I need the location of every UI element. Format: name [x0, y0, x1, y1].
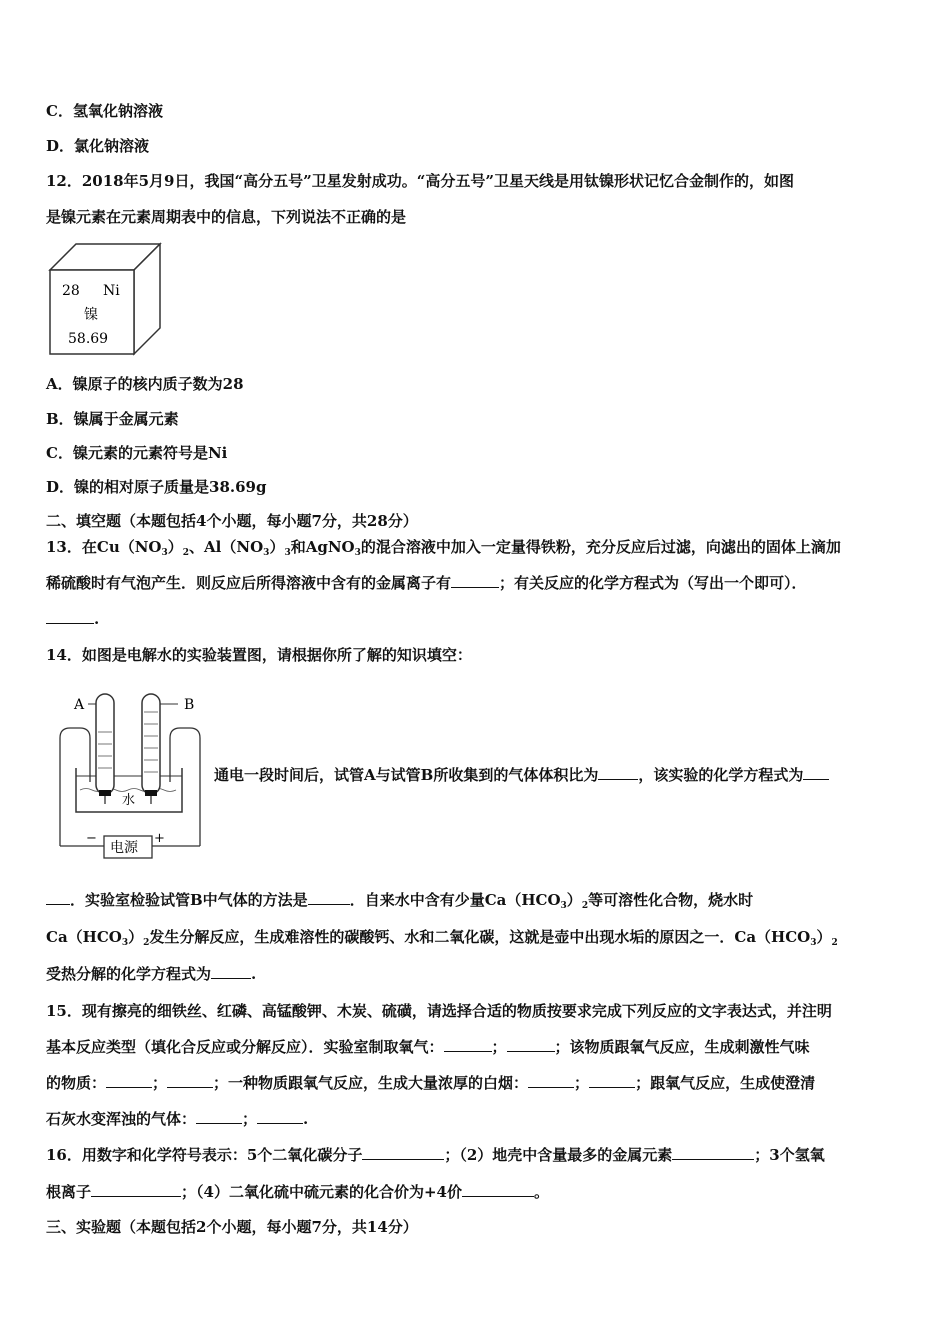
- section2-heading: 二、填空题（本题包括4个小题，每小题7分，共28分）: [46, 512, 418, 530]
- q12-stem-line1: 12．2018年5月9日，我国“高分五号”卫星发射成功。“高分五号”卫星天线是用钛镍形状记忆合金制作的，如图: [46, 172, 795, 190]
- answer-blank[interactable]: [589, 1073, 635, 1088]
- q13-line1: 13．在$Cu(NO_3)_2$、$Al(NO_3)_3$和AgNO$_3$的混合溶液中加入一定量得铁粉，充分反应后过滤，向滤出的固体上滴加: [46, 538, 841, 558]
- answer-blank[interactable]: [91, 1182, 181, 1197]
- element-mass: 58.69: [68, 331, 109, 347]
- q12-stem-line2: 是镍元素在元素周期表中的信息，下列说法不正确的是: [46, 208, 407, 226]
- answer-blank[interactable]: [308, 890, 350, 905]
- q12-option-d: D．镍的相对原子质量是38.69g: [46, 478, 267, 496]
- q14-line2: ．实验室检验试管B中气体的方法是 ．自来水中含有少量$Ca(HCO_3)_2$等可溶性化合物，烧水时: [46, 890, 753, 916]
- q12-option-c: C．镍元素的元素符号是Ni: [46, 444, 228, 462]
- answer-blank[interactable]: [46, 609, 94, 624]
- answer-blank[interactable]: [598, 765, 638, 780]
- answer-blank[interactable]: [462, 1182, 534, 1197]
- positive-terminal: +: [154, 831, 165, 846]
- electrolysis-apparatus-diagram: [52, 686, 208, 864]
- q12-option-a: A．镍原子的核内质子数为28: [46, 375, 244, 393]
- power-source-label: 电源: [110, 840, 138, 856]
- answer-blank[interactable]: [106, 1073, 152, 1088]
- answer-blank[interactable]: [672, 1145, 754, 1160]
- water-label: 水: [122, 793, 136, 808]
- tube-b-label: B: [184, 697, 195, 713]
- element-number: 28: [62, 283, 80, 299]
- q12-option-b: B．镍属于金属元素: [46, 410, 179, 428]
- answer-blank[interactable]: [211, 964, 251, 979]
- q15-line4: 石灰水变浑浊的气体： ； .: [46, 1110, 309, 1128]
- answer-blank[interactable]: [444, 1037, 492, 1052]
- q14-line3: $Ca(HCO_3)_2$发生分解反应，生成难溶性的碳酸钙、水和二氧化碳，这就是壶中出现水垢的原因之一．$Ca(HCO_3)_2$: [46, 928, 838, 948]
- q14-line4: 受热分解的化学方程式为 .: [46, 965, 257, 983]
- answer-blank[interactable]: [507, 1037, 555, 1052]
- answer-blank[interactable]: [46, 890, 70, 905]
- q13-line2: 稀硫酸时有气泡产生．则反应后所得溶液中含有的金属离子有 ；有关反应的化学方程式为（写出一个即可）．: [46, 574, 807, 592]
- answer-blank[interactable]: [803, 765, 829, 780]
- element-name: 镍: [84, 307, 98, 323]
- answer-blank[interactable]: [451, 573, 499, 588]
- q15-line2: 基本反应类型（填化合反应或分解反应）．实验室制取氧气： ； ；该物质跟氧气反应，生成刺激性气味: [46, 1038, 810, 1056]
- q15-line1: 15．现有擦亮的细铁丝、红磷、高锰酸钾、木炭、硫磺，请选择合适的物质按要求完成下列反应的文字表达式，并注明: [46, 1002, 832, 1020]
- answer-blank[interactable]: [528, 1073, 574, 1088]
- q15-line3: 的物质： ； ；一种物质跟氧气反应，生成大量浓厚的白烟： ； ；跟氧气反应，生成使澄清: [46, 1074, 816, 1092]
- q16-line2: 根离子 ；（4）二氧化硫中硫元素的化合价为+4价 。: [46, 1183, 549, 1201]
- negative-terminal: −: [86, 831, 97, 846]
- q16-line1: 16．用数字和化学符号表示：5个二氧化碳分子 ；（2）地壳中含量最多的金属元素 ；3个氢氧: [46, 1146, 825, 1164]
- element-symbol: Ni: [103, 283, 120, 299]
- answer-blank[interactable]: [362, 1145, 444, 1160]
- nickel-element-card: [46, 240, 166, 358]
- q11-option-d: D．氯化钠溶液: [46, 137, 150, 155]
- q11-option-c: C．氢氧化钠溶液: [46, 102, 163, 120]
- q13-line3: .: [46, 609, 99, 629]
- tube-a-label: A: [74, 697, 85, 713]
- answer-blank[interactable]: [196, 1109, 242, 1124]
- section3-heading: 三、实验题（本题包括2个小题，每小题7分，共14分）: [46, 1218, 418, 1236]
- q14-stem: 14．如图是电解水的实验装置图，请根据你所了解的知识填空：: [46, 646, 472, 664]
- answer-blank[interactable]: [257, 1109, 303, 1124]
- q14-side-text: 通电一段时间后，试管A与试管B所收集到的气体体积比为 ，该实验的化学方程式为: [214, 765, 829, 785]
- answer-blank[interactable]: [167, 1073, 213, 1088]
